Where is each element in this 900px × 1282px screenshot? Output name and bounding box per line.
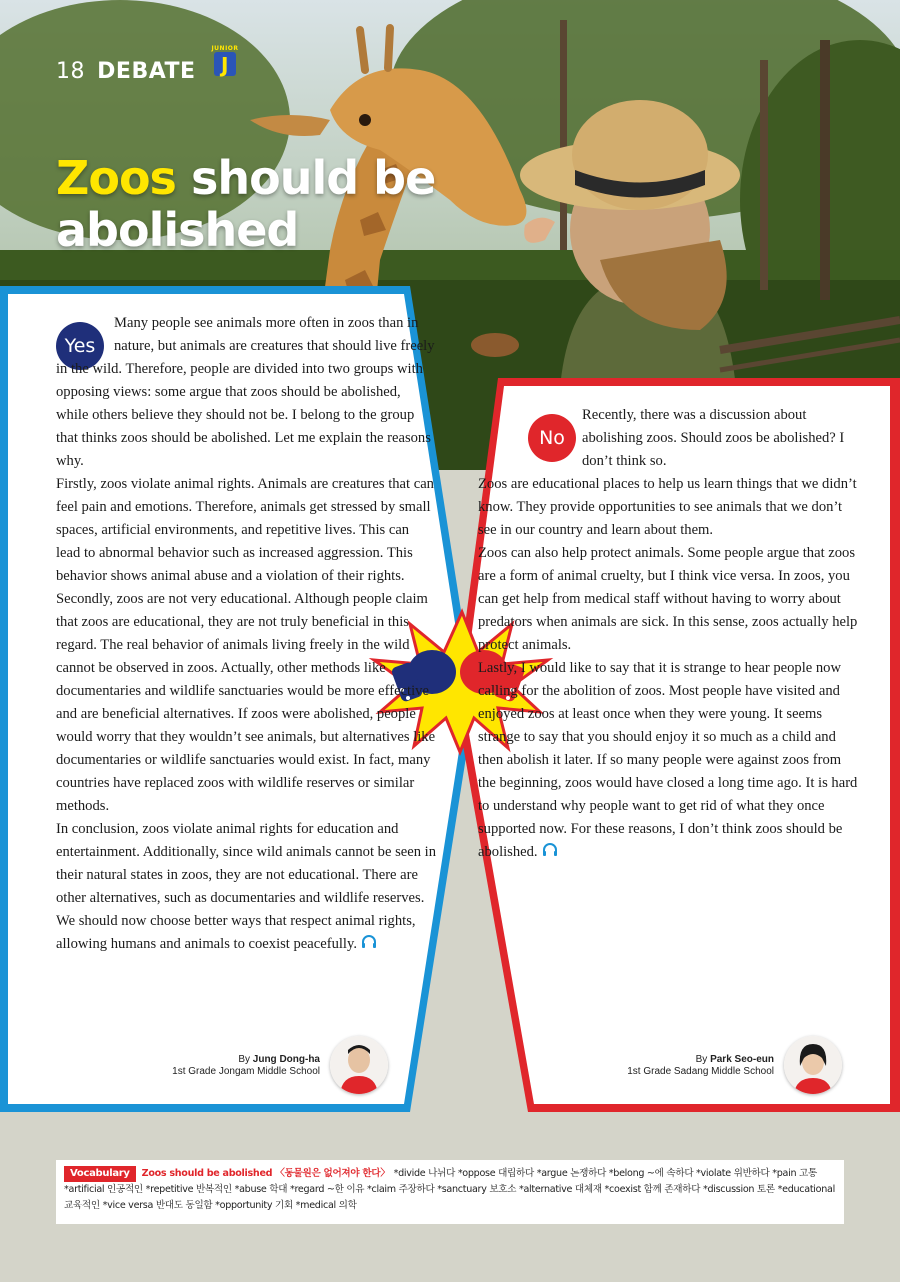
yes-byline [150,1054,320,1078]
no-paragraph: Recently, there was a discussion about abolishing zoos. Should zoos be abolished? I don’t think so. [582,407,845,469]
no-paragraph: Zoos can also help protect animals. Some people argue that zoos are a form of animal cruelty, but I think vice versa. In zoos, you can get help from medical staff without having to worry about predators when animals are sick. In this sense, zoos actually help protect animals. [478,545,858,653]
yes-school: 1st Grade Jongam Middle School [172,1066,320,1077]
section-title: DEBATE [97,59,196,84]
yes-paragraph: Secondly, zoos are not very educational. Although people claim that zoos are educational, they are not truly beneficial in this regard. The real behavior of animals living freely in the wild cannot be observed in zoos. Actually, other methods like documentaries and wildlife sanctuaries would be more effective and are beneficial alternatives. If zoos were abolished, people would worry that they wouldn’t see animals, but alternatives like documentaries or wildlife sanctuaries would exist. In fact, many countries have replaced zoos with wildlife reserves or similar methods. [56,591,436,814]
title-highlight: Zoos [56,151,176,205]
logo-letter: J [220,53,229,77]
headphones-icon[interactable] [361,933,377,956]
no-byline [604,1054,774,1078]
vocabulary-entries: *divide 나뉘다 *oppose 대립하다 *argue 논쟁하다 *belong ~에 속하다 *violate 위반하다 *pain 고통 *artificial 인공적인 *repetitive 반복적인 *abuse 학대 *regard ~한 이유 *claim 주장하다 *sanctuary 보호소 *alternative 대체재 *coexist 함께 존재하다 *discussion 토론 *educational 교육적인 *vice versa 반대도 동일함 *opportunity 기회 *medical 의학 [64,1168,835,1211]
no-school: 1st Grade Sadang Middle School [627,1066,774,1077]
avatar [784,1036,842,1094]
no-badge: No [528,414,576,462]
title-rest: should be abolished [56,151,436,257]
issue-number: 18 [56,59,85,84]
yes-author: Jung Dong-ha [252,1054,320,1065]
vocabulary-label: Vocabulary [64,1166,136,1182]
yes-badge-spacer [56,312,114,358]
vocabulary-box [56,1160,844,1224]
no-badge-spacer [478,404,582,470]
vocabulary-headline: Zoos should be abolished 〈동물원은 없어져야 한다〉 [141,1168,390,1179]
no-author: Park Seo-eun [710,1054,774,1065]
no-article [478,404,858,864]
yes-paragraph: In conclusion, zoos violate animal rights for education and entertainment. Additionally, since wild animals cannot be seen in their natural states in zoos, they are not educational. There are other alternatives, such as documentaries and wildlife reserves. We should now choose better ways that respect animal rights, allowing humans and animals to coexist peacefully. [56,821,437,952]
no-paragraph: Lastly, I would like to say that it is strange to hear people now calling for the abolition of zoos. Most people have visited and enjoyed zoos at least once when they were young. It seems strange to say that you should enjoy it so much as a child and then abolish it later. If so many people were against zoos from the beginning, zoos would have closed a long time ago. It is hard to understand why people want to get rid of what they once supported now. For these reasons, I don’t think zoos should be abolished. [478,660,858,860]
byline-by: By [695,1054,708,1065]
logo-tag: JUNIOR [211,45,239,52]
yes-article [56,312,436,956]
yes-badge: Yes [56,322,104,370]
byline-by: By [238,1054,250,1065]
no-paragraph: Zoos are educational places to help us learn things that we didn’t know. They provide opportunities to see animals that we don’t see in our country and learn about them. [478,476,857,538]
avatar [330,1036,388,1094]
yes-paragraph: Many people see animals more often in zoos than in nature, but animals are creatures that should live freely in the wild. Therefore, people are divided into two groups with opposing views: some argue that zoos should be abolished, while others believe they should not be. I belong to the group that thinks zoos should be abolished. Let me explain the reasons why. [56,315,435,469]
yes-paragraph: Firstly, zoos violate animal rights. Animals are creatures that can feel pain and emotions. Therefore, animals get stressed by small spaces, artificial environments, and repetitive lives. This can lead to abnormal behavior such as increased aggression. This behavior shows animal abuse and a violation of their rights. [56,476,434,584]
headphones-icon[interactable] [542,841,558,864]
